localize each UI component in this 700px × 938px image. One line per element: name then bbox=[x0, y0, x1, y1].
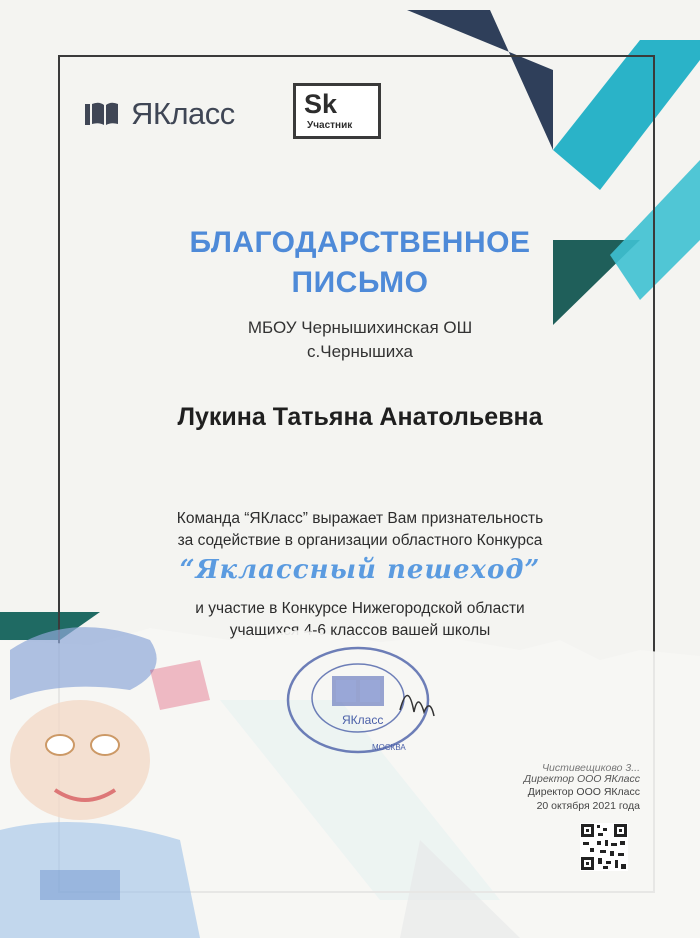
stamp-ring-text: МОСКВА bbox=[372, 743, 406, 752]
cartoon-inspector-illustration bbox=[0, 610, 300, 938]
school-village: с.Чернышиха bbox=[307, 342, 413, 361]
body-line-1: Команда “ЯКласс” выражает Вам признательность bbox=[176, 510, 544, 527]
document-title-line1: БЛАГОДАРСТВЕННОЕ bbox=[189, 226, 531, 259]
body-line-3: и участие в Конкурсе Нижегородской области bbox=[195, 600, 525, 617]
recipient-name: Лукина Татьяна Анатольевна bbox=[177, 403, 543, 431]
body-line-4: учащихся 4-6 классов вашей школы bbox=[229, 622, 491, 639]
sk-mark: Sk bbox=[304, 89, 338, 119]
issue-date: 20 октября 2021 года bbox=[536, 800, 640, 812]
sk-caption: Участник bbox=[307, 120, 353, 131]
body-line-2: за содействие в организации областного Конкурса bbox=[177, 532, 543, 549]
company-stamp bbox=[280, 640, 440, 760]
yaklass-wordmark: ЯКласс bbox=[131, 96, 235, 131]
document-title-line2: ПИСЬМО bbox=[291, 266, 429, 299]
signature-handwritten: Директор ООО ЯКласс bbox=[523, 773, 640, 785]
contest-name: “Яклассный пешеход” bbox=[179, 555, 541, 585]
signer-title: Директор ООО ЯКласс bbox=[527, 786, 640, 798]
stamp-center-text: ЯКласс bbox=[342, 713, 384, 727]
signature-faint-line: Чистивещиково 3... bbox=[541, 762, 640, 774]
school-name: МБОУ Чернышихинская ОШ bbox=[247, 318, 473, 337]
qr-code-icon bbox=[580, 823, 628, 871]
